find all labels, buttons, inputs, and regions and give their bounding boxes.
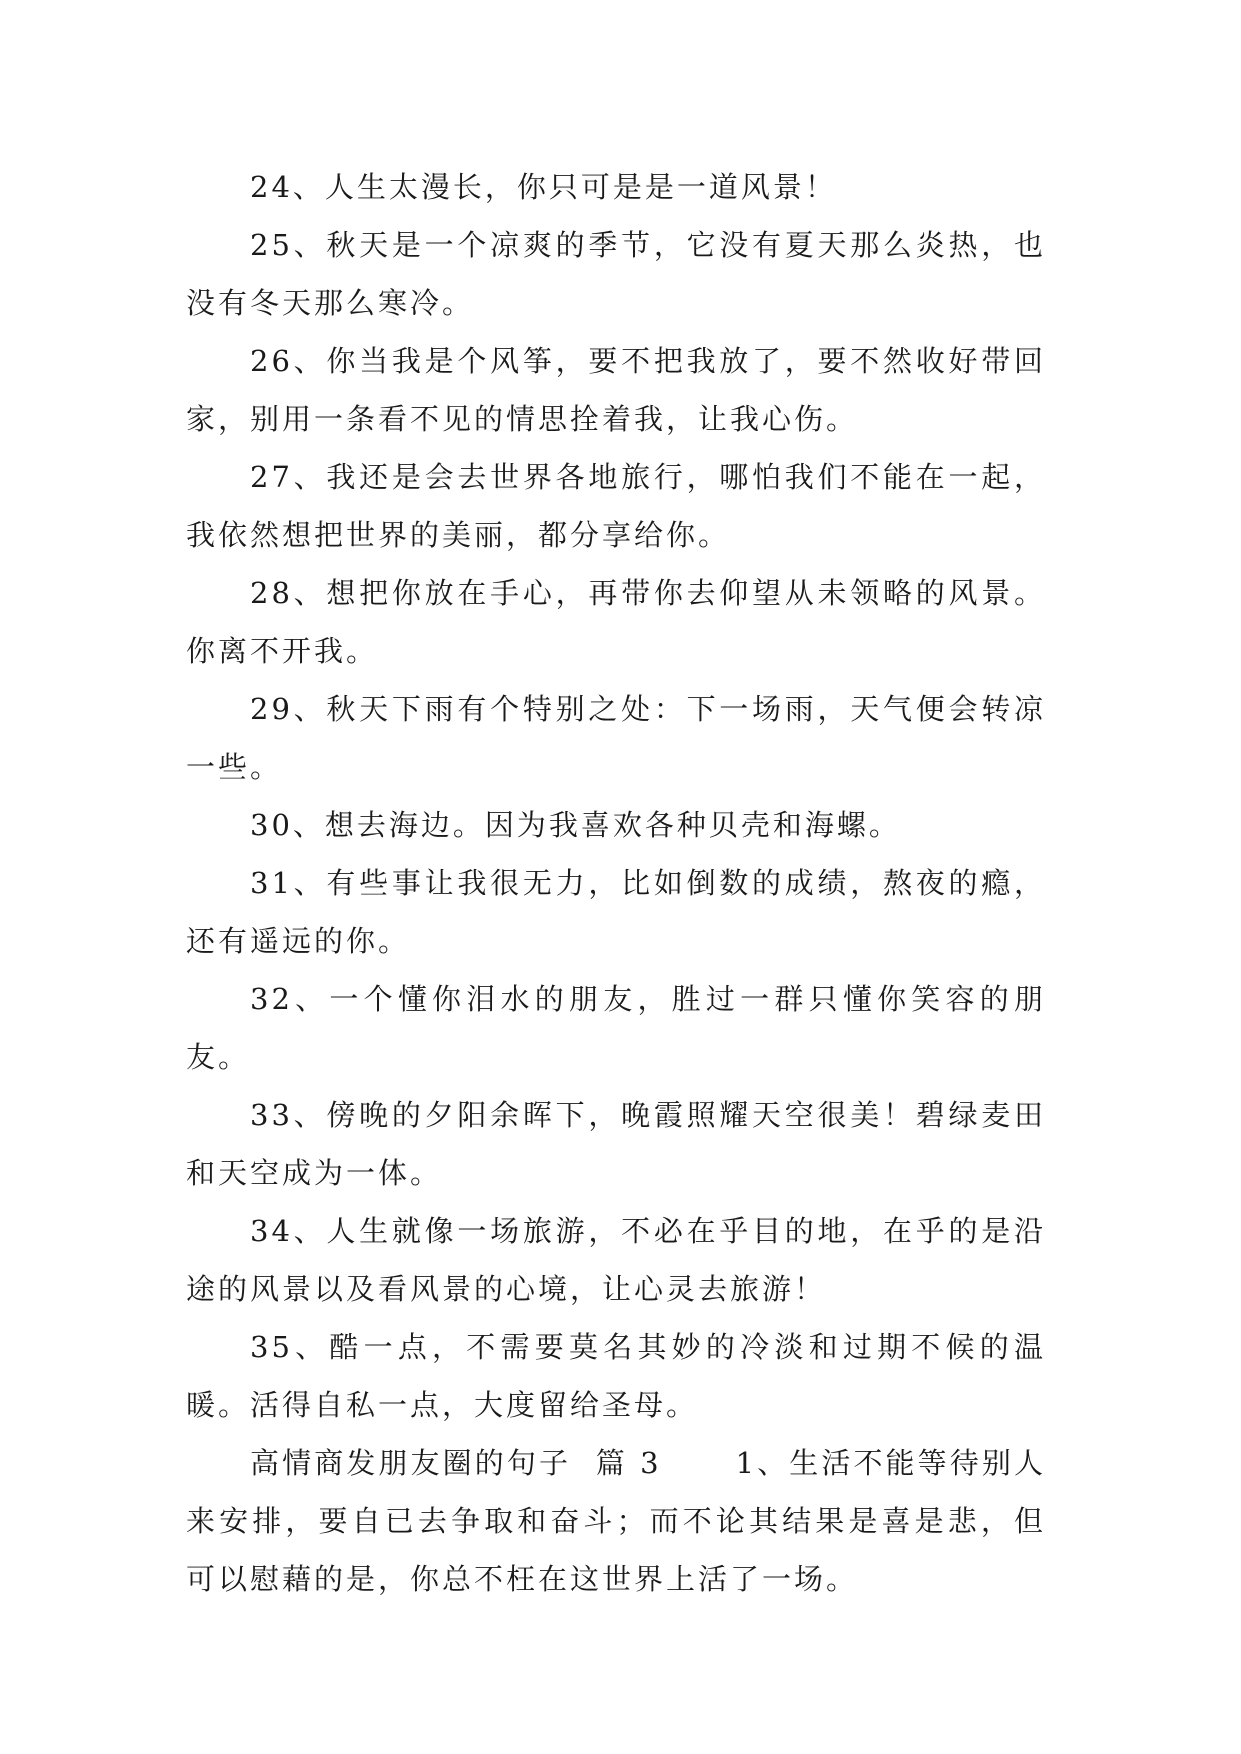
paragraph: 31、有些事让我很无力，比如倒数的成绩，熬夜的瘾，还有遥远的你。 bbox=[186, 866, 1046, 958]
paragraph: 27、我还是会去世界各地旅行，哪怕我们不能在一起，我依然想把世界的美丽，都分享给你。 bbox=[186, 460, 1046, 552]
paragraph: 32、一个懂你泪水的朋友，胜过一群只懂你笑容的朋友。 bbox=[186, 982, 1046, 1074]
paragraph: 高情商发朋友圈的句子 篇 3 1、生活不能等待别人来安排，要自已去争取和奋斗；而不论其结果是喜是悲，但可以慰藉的是，你总不枉在这世界上活了一场。 bbox=[186, 1446, 1046, 1596]
paragraph: 35、酷一点，不需要莫名其妙的冷淡和过期不候的温暖。活得自私一点，大度留给圣母。 bbox=[186, 1330, 1046, 1422]
paragraph: 29、秋天下雨有个特别之处：下一场雨，天气便会转凉一些。 bbox=[186, 692, 1046, 784]
document-body bbox=[186, 158, 1046, 1608]
paragraph: 33、傍晚的夕阳余晖下，晚霞照耀天空很美！碧绿麦田和天空成为一体。 bbox=[186, 1098, 1046, 1190]
paragraph: 34、人生就像一场旅游，不必在乎目的地，在乎的是沿途的风景以及看风景的心境，让心灵去旅游！ bbox=[186, 1214, 1046, 1306]
paragraph: 25、秋天是一个凉爽的季节，它没有夏天那么炎热，也没有冬天那么寒冷。 bbox=[186, 228, 1046, 320]
paragraph: 28、想把你放在手心，再带你去仰望从未领略的风景。你离不开我。 bbox=[186, 576, 1046, 668]
paragraph: 30、想去海边。因为我喜欢各种贝壳和海螺。 bbox=[250, 808, 901, 842]
paragraph: 26、你当我是个风筝，要不把我放了，要不然收好带回家，别用一条看不见的情思拴着我，让我心伤。 bbox=[186, 344, 1046, 436]
paragraph: 24、人生太漫长，你只可是是一道风景！ bbox=[250, 170, 837, 204]
